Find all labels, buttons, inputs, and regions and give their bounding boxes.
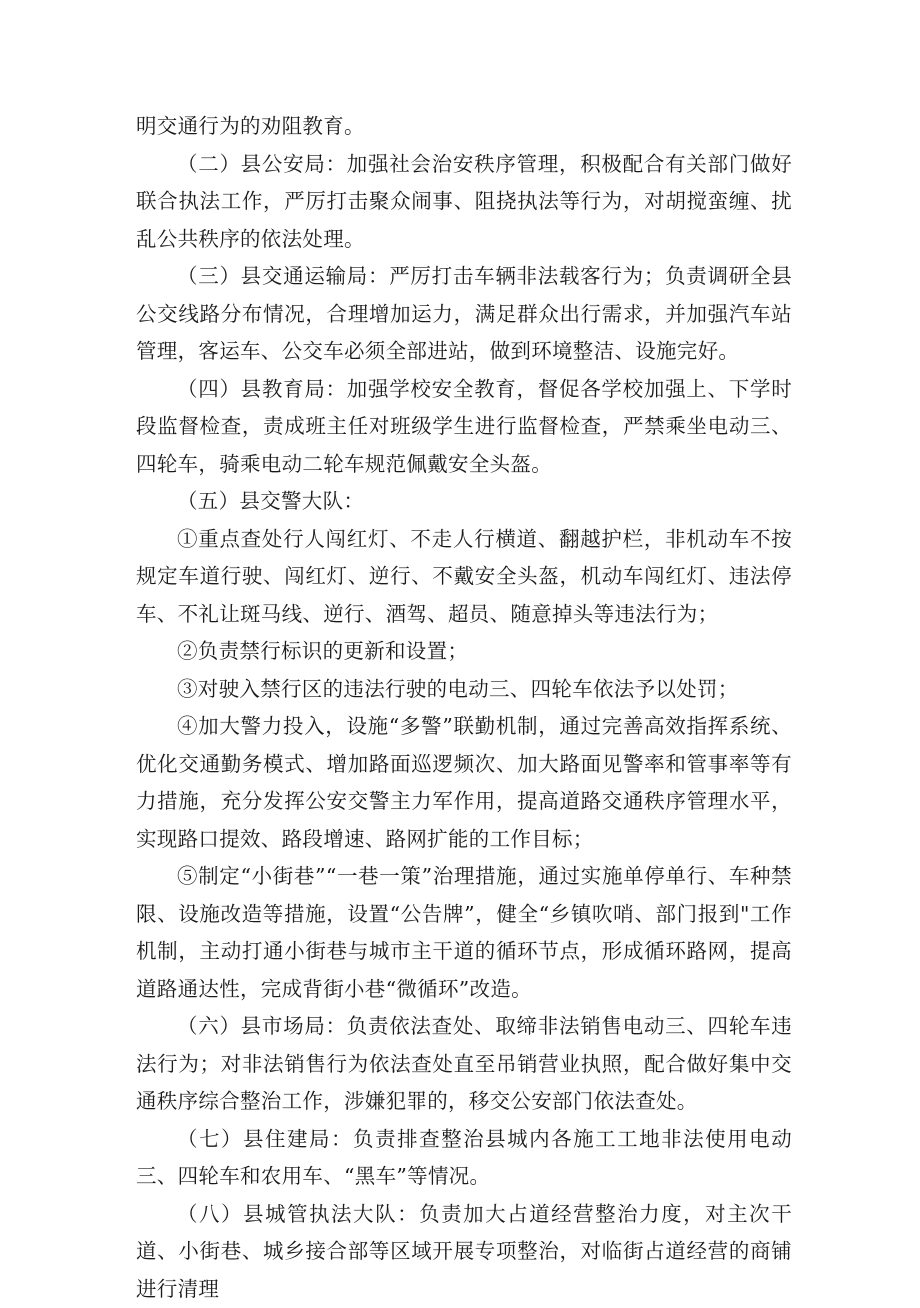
paragraph-traffic-item-4: ④加大警力投入，设施“多警”联勤机制，通过完善高效指挥系统、优化交通勤务模式、增加路面巡逻频次、加大路面见警率和管事率等有力措施，充分发挥公安交警主力军作用，提高道路交通秩序管理水平，实现路口提效、路段增速、路网扩能的工作目标；	[136, 708, 792, 858]
paragraph-market-bureau: （六）县市场局：负责依法查处、取缔非法销售电动三、四轮车违法行为；对非法销售行为依法查处直至吊销营业执照，配合做好集中交通秩序综合整治工作，涉嫌犯罪的，移交公安部门依法查处。	[136, 1008, 792, 1121]
paragraph-traffic-item-5: ⑤制定“小街巷”“一巷一策”治理措施，通过实施单停单行、车种禁限、设施改造等措施，设置“公告牌”，健全“乡镇吹哨、部门报到"工作机制，主动打通小街巷与城市主干道的循环节点，形成循环路网，提高道路通达性，完成背街小巷“微循环”改造。	[136, 858, 792, 1008]
paragraph-traffic-police-heading: （五）县交警大队：	[136, 483, 792, 521]
paragraph-traffic-item-1: ①重点查处行人闯红灯、不走人行横道、翻越护栏，非机动车不按规定车道行驶、闯红灯、逆行、不戴安全头盔，机动车闯红灯、违法停车、不礼让斑马线、逆行、酒驾、超员、随意掉头等违法行为；	[136, 521, 792, 634]
paragraph-housing-bureau: （七）县住建局：负责排查整治县城内各施工工地非法使用电动三、四轮车和农用车、“黑车”等情况。	[136, 1121, 792, 1196]
paragraph-education-bureau: （四）县教育局：加强学校安全教育，督促各学校加强上、下学时段监督检查，责成班主任对班级学生进行监督检查，严禁乘坐电动三、四轮车，骑乘电动二轮车规范佩戴安全头盔。	[136, 371, 792, 484]
paragraph-traffic-item-2: ②负责禁行标识的更新和设置；	[136, 633, 792, 671]
paragraph-transport-bureau: （三）县交通运输局：严厉打击车辆非法载客行为；负责调研全县公交线路分布情况，合理增加运力，满足群众出行需求，并加强汽车站管理，客运车、公交车必须全部进站，做到环境整洁、设施完好。	[136, 258, 792, 371]
paragraph-traffic-item-3: ③对驶入禁行区的违法行驶的电动三、四轮车依法予以处罚；	[136, 671, 792, 709]
paragraph-continuation: 明交通行为的劝阻教育。	[136, 108, 792, 146]
document-body	[136, 108, 792, 1308]
paragraph-public-security: （二）县公安局：加强社会治安秩序管理，积极配合有关部门做好联合执法工作，严厉打击聚众闹事、阻挠执法等行为，对胡搅蛮缠、扰乱公共秩序的依法处理。	[136, 146, 792, 259]
paragraph-urban-management: （八）县城管执法大队：负责加大占道经营整治力度，对主次干道、小街巷、城乡接合部等区域开展专项整治，对临街占道经营的商铺进行清理	[136, 1196, 792, 1308]
